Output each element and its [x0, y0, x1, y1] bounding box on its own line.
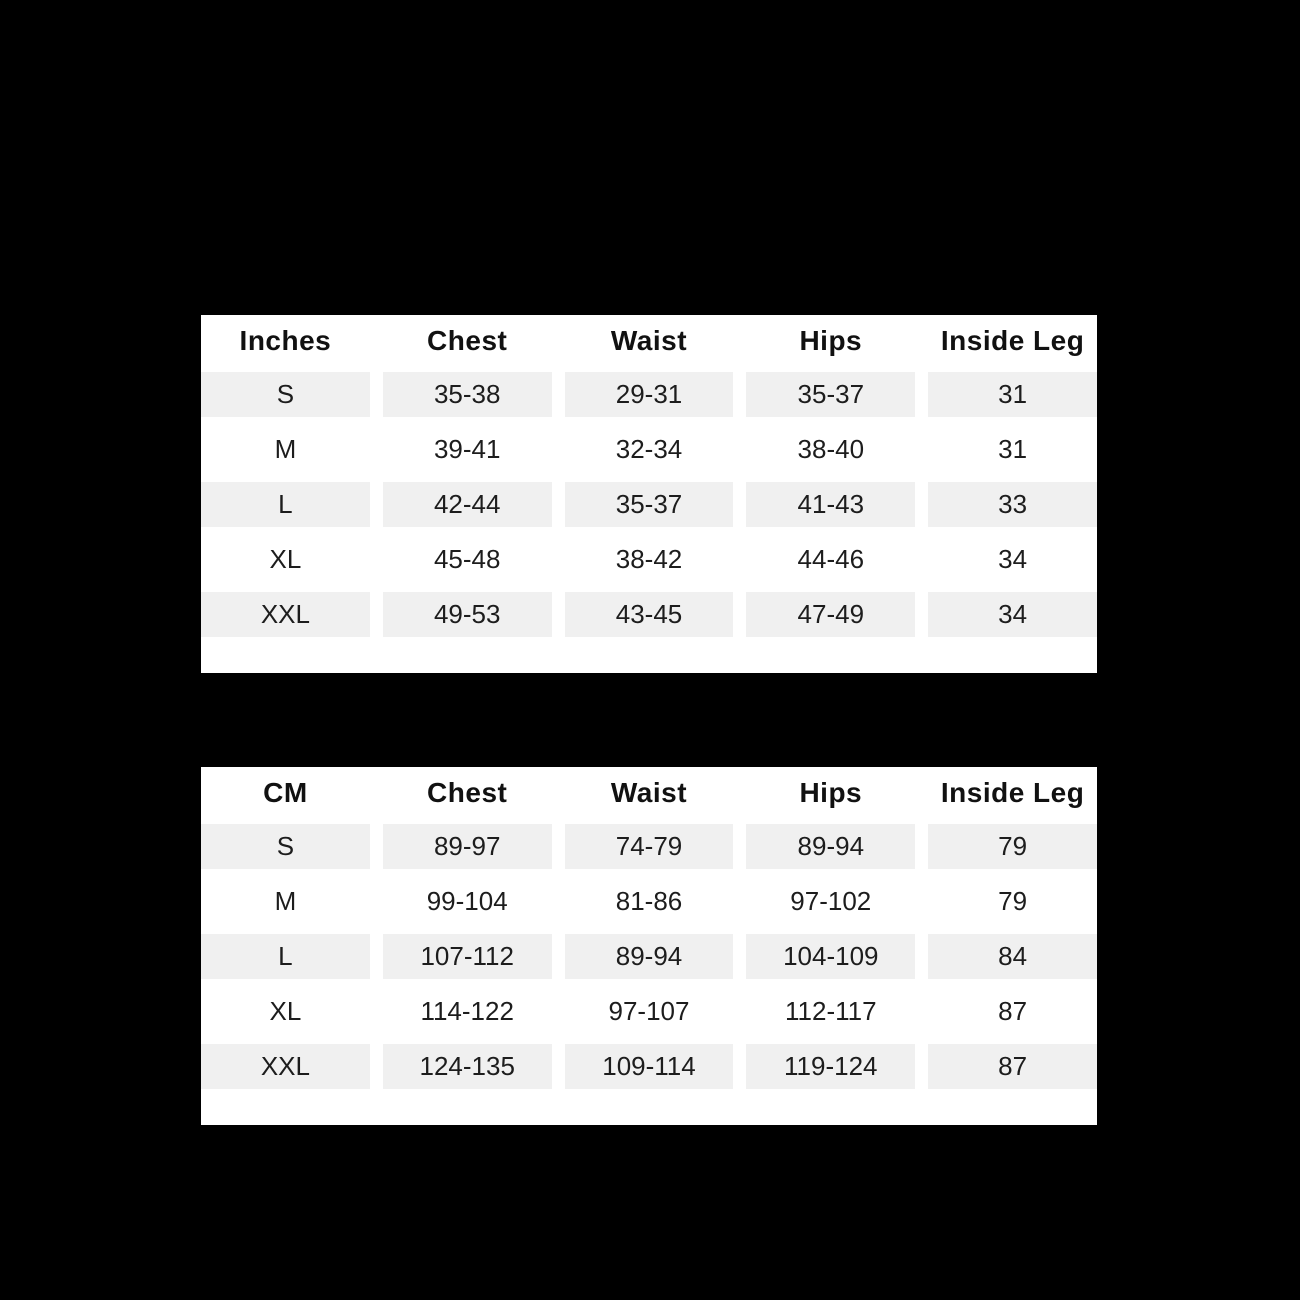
measurement-cell: 33 [928, 482, 1097, 527]
measurement-cell: 74-79 [565, 824, 734, 869]
measurement-cell: 39-41 [433, 434, 501, 464]
measurement-cell: 97-107 [608, 996, 690, 1026]
measurement-cell: 35-37 [565, 482, 734, 527]
size-row-xxl [201, 1039, 1097, 1094]
size-row-l [201, 477, 1097, 532]
size-label: XL [269, 996, 302, 1026]
measurement-cell: 84 [928, 934, 1097, 979]
measurement-cell: 89-97 [383, 824, 552, 869]
measurement-cell: 99-104 [426, 886, 508, 916]
size-label: S [201, 824, 370, 869]
size-row-xl [201, 532, 1097, 587]
measurement-cell: 42-44 [383, 482, 552, 527]
measurement-cell: 49-53 [383, 592, 552, 637]
size-row-m [201, 874, 1097, 929]
size-table-inches [201, 315, 1097, 673]
size-label: XXL [201, 1044, 370, 1089]
measurement-cell: 38-42 [615, 544, 683, 574]
size-row-s [201, 367, 1097, 422]
size-row-m [201, 422, 1097, 477]
measurement-cell: 114-122 [420, 996, 514, 1026]
measurement-cell: 31 [928, 372, 1097, 417]
size-row-xxl [201, 587, 1097, 642]
measurement-cell: 47-49 [746, 592, 915, 637]
measurement-cell: 107-112 [383, 934, 552, 979]
measurement-cell: 31 [998, 434, 1028, 464]
measurement-cell: 97-102 [790, 886, 872, 916]
measurement-cell: 38-40 [797, 434, 865, 464]
size-label: XL [269, 544, 302, 574]
size-label: M [274, 434, 297, 464]
measurement-cell: 79 [998, 886, 1028, 916]
measurement-cell: 35-38 [383, 372, 552, 417]
measurement-cell: 79 [928, 824, 1097, 869]
measurement-cell: 104-109 [746, 934, 915, 979]
measurement-cell: 87 [998, 996, 1028, 1026]
measurement-cell: 34 [998, 544, 1028, 574]
size-label: S [201, 372, 370, 417]
measurement-cell: 89-94 [565, 934, 734, 979]
column-header-hips: Hips [799, 325, 863, 356]
measurement-cell: 124-135 [383, 1044, 552, 1089]
measurement-cell: 32-34 [615, 434, 683, 464]
measurement-cell: 109-114 [565, 1044, 734, 1089]
measurement-cell: 45-48 [433, 544, 501, 574]
column-header-unit: CM [263, 777, 308, 808]
column-header-waist: Waist [610, 777, 688, 808]
measurement-cell: 43-45 [565, 592, 734, 637]
measurement-cell: 34 [928, 592, 1097, 637]
column-header-unit: Inches [239, 325, 332, 356]
size-row-l [201, 929, 1097, 984]
measurement-cell: 87 [928, 1044, 1097, 1089]
measurement-cell: 44-46 [797, 544, 865, 574]
header-row [201, 767, 1097, 819]
column-header-inside-leg: Inside Leg [940, 777, 1085, 808]
header-row [201, 315, 1097, 367]
column-header-hips: Hips [799, 777, 863, 808]
size-label: L [201, 482, 370, 527]
measurement-cell: 29-31 [565, 372, 734, 417]
size-label: XXL [201, 592, 370, 637]
column-header-chest: Chest [427, 777, 508, 808]
measurement-cell: 112-117 [785, 996, 877, 1026]
measurement-cell: 41-43 [746, 482, 915, 527]
column-header-inside-leg: Inside Leg [940, 325, 1085, 356]
size-label: M [274, 886, 297, 916]
size-table-cm [201, 767, 1097, 1125]
measurement-cell: 35-37 [746, 372, 915, 417]
column-header-chest: Chest [427, 325, 508, 356]
size-label: L [201, 934, 370, 979]
column-header-waist: Waist [610, 325, 688, 356]
measurement-cell: 81-86 [615, 886, 683, 916]
measurement-cell: 119-124 [746, 1044, 915, 1089]
size-row-xl [201, 984, 1097, 1039]
measurement-cell: 89-94 [746, 824, 915, 869]
size-row-s [201, 819, 1097, 874]
